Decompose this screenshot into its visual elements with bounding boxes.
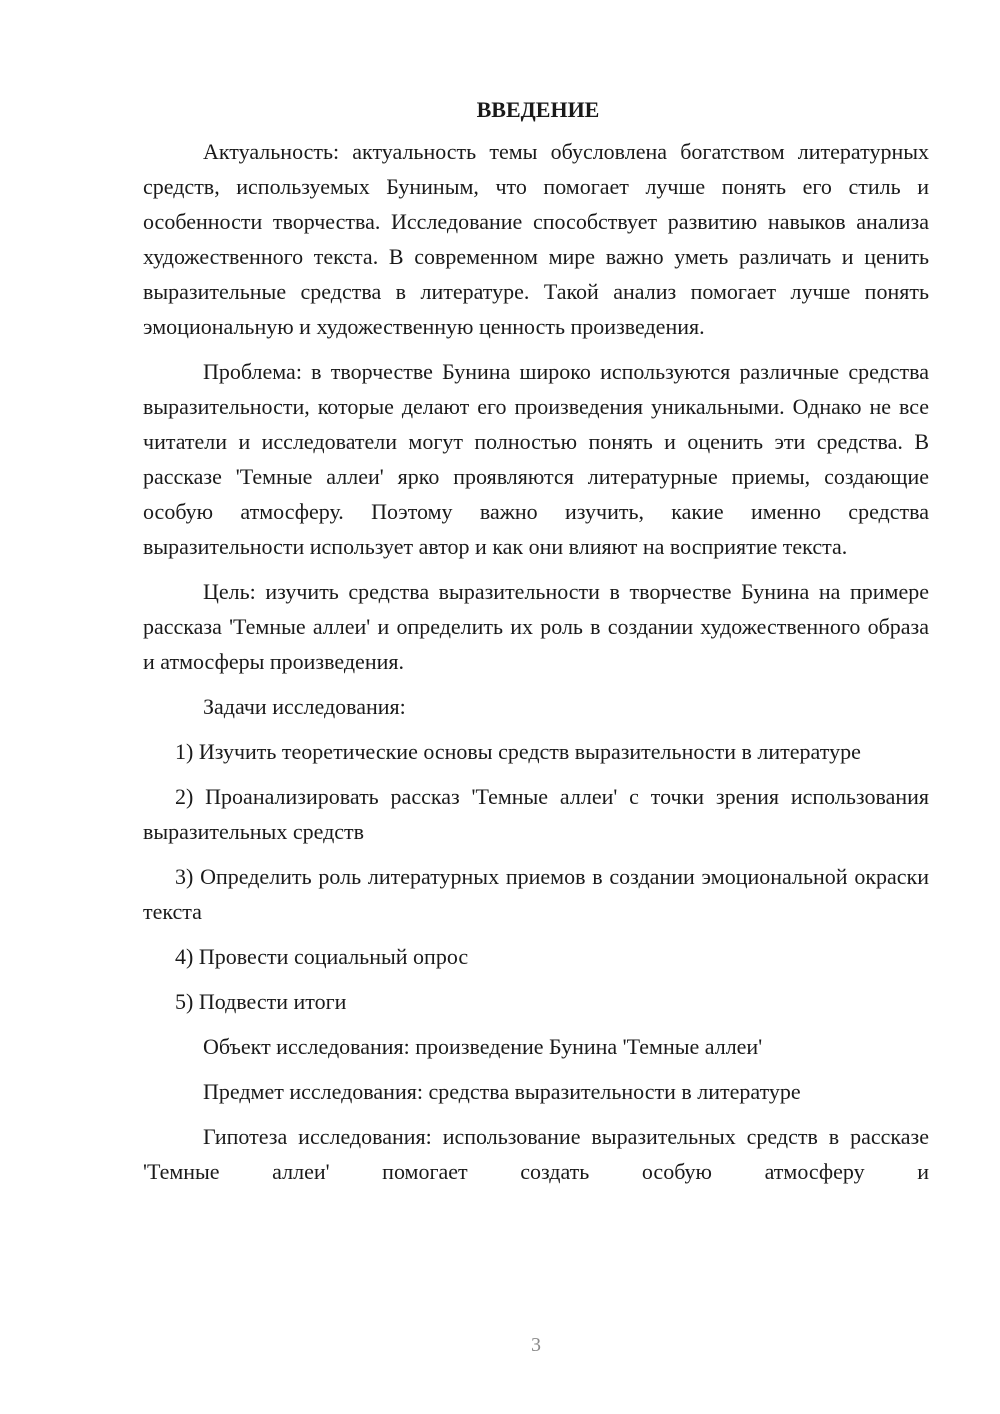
list-item: 4) Провести социальный опрос	[175, 944, 469, 969]
relevance-paragraph: Актуальность: актуальность темы обусловлена богатством литературных средств, используемых Буниным, что помогает лучше понять его стиль и особенности творчества. Исследование способствует развитию навыков анализа художественного текста. В современном мире важно уметь различать и ценить выразительные средства в литературе. Такой анализ помогает лучше понять эмоциональную и художественную ценность произведения.	[143, 139, 929, 339]
problem-paragraph: Проблема: в творчестве Бунина широко используются различные средства выразительности, которые делают его произведения уникальными. Однако не все читатели и исследователи могут полностью понять и оценить эти средства. В рассказе 'Темные аллеи' ярко проявляются литературные приемы, создающие особую атмосферу. Поэтому важно изучить, какие именно средства выразительности использует автор и как они влияют на восприятие текста.	[143, 359, 929, 559]
goal-paragraph: Цель: изучить средства выразительности в творчестве Бунина на примере рассказа 'Темные аллеи' и определить их роль в создании художественного образа и атмосферы произведения.	[143, 579, 929, 674]
object-paragraph: Объект исследования: произведение Бунина 'Темные аллеи'	[203, 1034, 763, 1059]
subject-paragraph: Предмет исследования: средства выразительности в литературе	[203, 1079, 801, 1104]
list-item: 2) Проанализировать рассказ 'Темные аллеи' с точки зрения использования выразительных средств	[143, 784, 929, 844]
hypothesis-paragraph: Гипотеза исследования: использование выразительных средств в рассказе 'Темные аллеи' помогает создать особую атмосферу и	[143, 1124, 929, 1184]
page-title: ВВЕДЕНИЕ	[476, 97, 600, 122]
document-page	[143, 92, 929, 1199]
page-number: 3	[531, 1334, 541, 1356]
list-item: 3) Определить роль литературных приемов в создании эмоциональной окраски текста	[143, 864, 929, 924]
tasks-title: Задачи исследования:	[203, 694, 406, 719]
list-item: 5) Подвести итоги	[175, 989, 347, 1014]
tasks-list	[143, 734, 929, 1019]
list-item: 1) Изучить теоретические основы средств выразительности в литературе	[175, 739, 861, 764]
